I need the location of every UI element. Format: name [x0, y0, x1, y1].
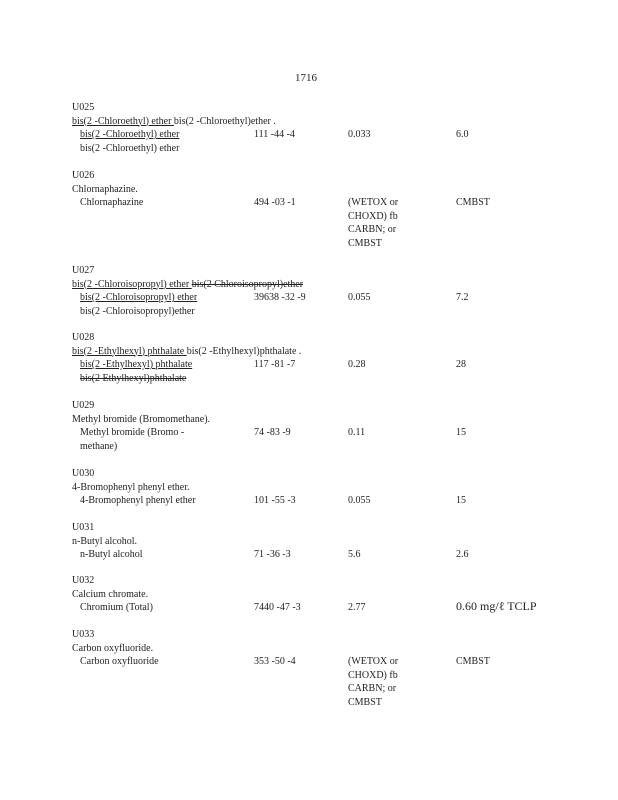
regulated-constituent: bis(2 -Chloroisopropyl) ether — [80, 292, 198, 303]
waste-code: U026 — [72, 170, 95, 181]
nonwastewater-standard: CMBST — [456, 197, 490, 208]
regulated-constituent-struck: bis(2 Ethylhexyl)phthalate — [80, 372, 187, 384]
entry-u028 — [72, 331, 552, 385]
waste-code: U025 — [72, 102, 95, 113]
entry-u029 — [72, 399, 552, 453]
wastewater-standard: (WETOX or — [348, 197, 399, 208]
entry-u027 — [72, 264, 552, 318]
regulated-constituent-alt: bis(2 -Chloroethyl) ether — [80, 142, 180, 154]
page-number: 1716 — [295, 72, 317, 84]
constituent-name: Calcium chromate. — [72, 588, 149, 600]
waste-code: U029 — [72, 400, 95, 411]
cas-number: 71 -36 -3 — [254, 549, 291, 560]
regulated-constituent: bis(2 -Ethylhexyl) phthalate — [80, 359, 193, 370]
cas-number: 39638 -32 -9 — [254, 292, 306, 303]
constituent-name: n-Butyl alcohol. — [72, 535, 137, 547]
nonwastewater-standard: 2.6 — [456, 549, 469, 560]
cas-number: 494 -03 -1 — [254, 197, 296, 208]
waste-code: U030 — [72, 468, 95, 479]
constituent-name: bis(2 -Chloroisopropyl) ether bis(2 Chloroisopropyl)ether — [72, 278, 304, 290]
waste-code: U027 — [72, 265, 95, 276]
regulated-constituent: Chromium (Total) — [80, 602, 153, 613]
nonwastewater-standard: 0.60 mg/ℓ TCLP — [456, 599, 537, 613]
waste-code: U031 — [72, 522, 95, 533]
wastewater-standard: (WETOX or — [348, 656, 399, 667]
nonwastewater-standard: 15 — [456, 427, 466, 438]
cas-number: 353 -50 -4 — [254, 656, 296, 667]
entry-u030 — [72, 467, 552, 508]
entry-u026 — [72, 169, 552, 250]
waste-code: U033 — [72, 629, 95, 640]
wastewater-standard: 2.77 — [348, 602, 366, 613]
wastewater-standard: 0.28 — [348, 359, 366, 370]
entry-u025 — [72, 101, 552, 155]
cas-number: 7440 -47 -3 — [254, 602, 301, 613]
regulated-constituent: 4-Bromophenyl phenyl ether — [80, 495, 196, 506]
cas-number: 101 -55 -3 — [254, 495, 296, 506]
constituent-name: bis(2 -Chloroethyl) ether bis(2 -Chloroethyl)ether . — [72, 115, 276, 127]
wastewater-standard-line: CHOXD) fb — [348, 210, 398, 222]
wastewater-standard-line: CMBST — [348, 237, 382, 249]
cas-number: 117 -81 -7 — [254, 359, 296, 370]
waste-code: U032 — [72, 575, 95, 586]
regulated-constituent: n-Butyl alcohol — [80, 549, 143, 560]
nonwastewater-standard: CMBST — [456, 656, 490, 667]
wastewater-standard: 0.055 — [348, 292, 371, 303]
entry-u032 — [72, 574, 552, 615]
wastewater-standard: 0.033 — [348, 129, 371, 140]
nonwastewater-standard: 15 — [456, 495, 466, 506]
entry-u033 — [72, 628, 552, 709]
cas-number: 111 -44 -4 — [254, 129, 295, 140]
wastewater-standard: 0.11 — [348, 427, 366, 438]
nonwastewater-standard: 6.0 — [456, 129, 469, 140]
regulated-constituent: bis(2 -Chloroethyl) ether — [80, 129, 180, 140]
wastewater-standard-line: CMBST — [348, 696, 382, 708]
wastewater-standard-line: CARBN; or — [348, 683, 397, 694]
regulated-constituent: Carbon oxyfluoride — [80, 656, 159, 667]
wastewater-standard: 0.055 — [348, 495, 371, 506]
regulated-constituent-alt: bis(2 -Chloroisopropyl)ether — [80, 305, 195, 317]
regulated-constituent: Methyl bromide (Bromo - — [80, 427, 185, 438]
constituent-name: Carbon oxyfluoride. — [72, 642, 154, 654]
regulated-constituent-cont: methane) — [80, 440, 118, 452]
waste-code: U028 — [72, 332, 95, 343]
wastewater-standard-line: CARBN; or — [348, 224, 397, 235]
nonwastewater-standard: 28 — [456, 359, 466, 370]
nonwastewater-standard: 7.2 — [456, 292, 469, 303]
constituent-name: Methyl bromide (Bromomethane). — [72, 413, 211, 425]
wastewater-standard: 5.6 — [348, 549, 361, 560]
constituent-name: bis(2 -Ethylhexyl) phthalate bis(2 -Ethylhexyl)phthalate . — [72, 345, 302, 357]
constituent-name: Chlornaphazine. — [72, 183, 138, 195]
regulated-constituent: Chlornaphazine — [80, 197, 144, 208]
entry-u031 — [72, 521, 552, 562]
cas-number: 74 -83 -9 — [254, 427, 291, 438]
constituent-name: 4-Bromophenyl phenyl ether. — [72, 481, 190, 493]
wastewater-standard-line: CHOXD) fb — [348, 669, 398, 681]
